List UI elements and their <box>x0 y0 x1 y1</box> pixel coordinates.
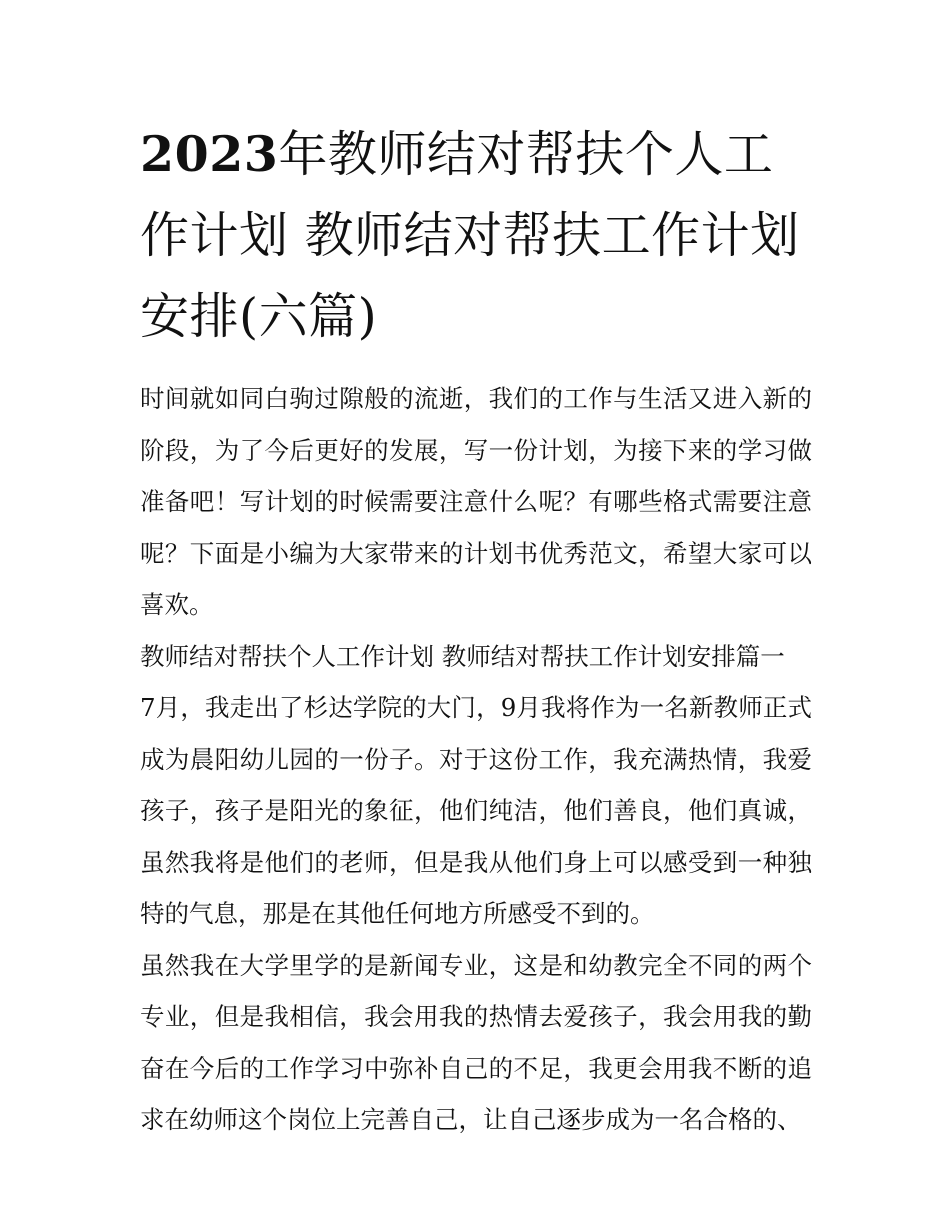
intro-paragraph: 时间就如同白驹过隙般的流逝，我们的工作与生活又进入新的阶段，为了今后更好的发展，写一份计划，为接下来的学习做准备吧！写计划的时候需要注意什么呢？有哪些格式需要注意呢？下面是小编为大家带来的计划书优秀范文，希望大家可以喜欢。 <box>140 384 812 619</box>
body-paragraph: 7月，我走出了杉达学院的大门，9月我将作为一名新教师正式成为晨阳幼儿园的一份子。对于这份工作，我充满热情，我爱孩子，孩子是阳光的象征，他们纯洁，他们善良，他们真诚，虽然我将是他们的老师，但是我从他们身上可以感受到一种独特的气息，那是在其他任何地方所感受不到的。 <box>140 693 812 928</box>
document-title <box>140 114 812 357</box>
title-year: 2023 <box>140 125 279 183</box>
section-heading: 教师结对帮扶个人工作计划 教师结对帮扶工作计划安排篇一 <box>140 641 785 671</box>
title-text: 年教师结对帮扶个人工作计划 教师结对帮扶工作计划安排(六篇) <box>140 126 800 345</box>
body-paragraph: 虽然我在大学里学的是新闻专业，这是和幼教完全不同的两个专业，但是我相信，我会用我的热情去爱孩子，我会用我的勤奋在今后的工作学习中弥补自己的不足，我更会用我不断的追求在幼师这个岗位上完善自己，让自己逐步成为一名合格的、 <box>140 950 812 1134</box>
document-page <box>140 114 812 1146</box>
